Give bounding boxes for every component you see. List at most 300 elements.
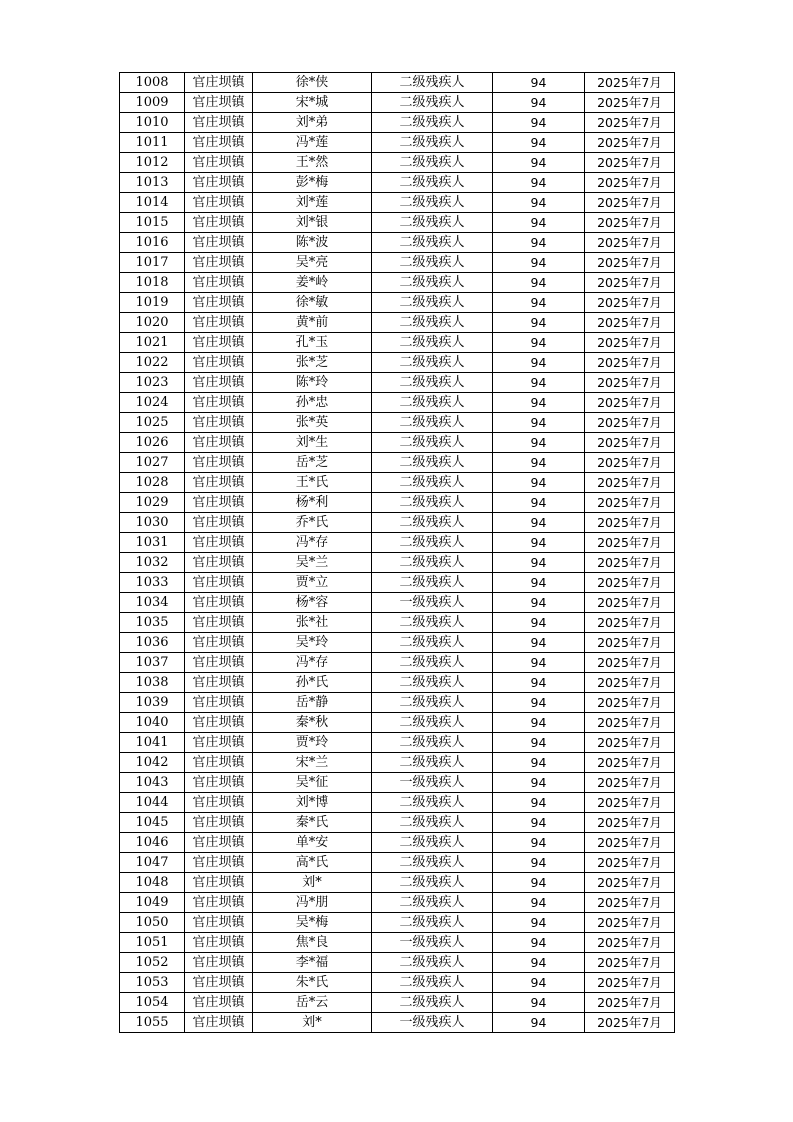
cell-amount: 94 xyxy=(493,373,585,393)
table-row xyxy=(120,553,675,573)
cell-amount: 94 xyxy=(493,793,585,813)
cell-serial-number: 1032 xyxy=(120,553,185,573)
cell-amount: 94 xyxy=(493,353,585,373)
cell-serial-number: 1046 xyxy=(120,833,185,853)
cell-pay-period: 2025年7月 xyxy=(585,433,675,453)
cell-person-name: 刘*博 xyxy=(253,793,372,813)
cell-person-name: 岳*云 xyxy=(253,993,372,1013)
table-row xyxy=(120,73,675,93)
cell-serial-number: 1015 xyxy=(120,213,185,233)
cell-amount: 94 xyxy=(493,713,585,733)
cell-disability-level: 二级残疾人 xyxy=(372,893,493,913)
cell-person-name: 吴*征 xyxy=(253,773,372,793)
table-row xyxy=(120,93,675,113)
table-row xyxy=(120,713,675,733)
cell-serial-number: 1031 xyxy=(120,533,185,553)
table-row xyxy=(120,853,675,873)
cell-amount: 94 xyxy=(493,873,585,893)
cell-amount: 94 xyxy=(493,813,585,833)
table-row xyxy=(120,493,675,513)
cell-disability-level: 一级残疾人 xyxy=(372,593,493,613)
cell-amount: 94 xyxy=(493,453,585,473)
cell-disability-level: 二级残疾人 xyxy=(372,793,493,813)
cell-disability-level: 二级残疾人 xyxy=(372,153,493,173)
cell-serial-number: 1020 xyxy=(120,313,185,333)
cell-amount: 94 xyxy=(493,533,585,553)
cell-person-name: 乔*氏 xyxy=(253,513,372,533)
cell-amount: 94 xyxy=(493,313,585,333)
cell-amount: 94 xyxy=(493,213,585,233)
cell-pay-period: 2025年7月 xyxy=(585,633,675,653)
cell-town: 官庄坝镇 xyxy=(185,73,253,93)
cell-town: 官庄坝镇 xyxy=(185,953,253,973)
cell-disability-level: 二级残疾人 xyxy=(372,753,493,773)
cell-disability-level: 二级残疾人 xyxy=(372,193,493,213)
cell-disability-level: 二级残疾人 xyxy=(372,393,493,413)
cell-serial-number: 1054 xyxy=(120,993,185,1013)
cell-disability-level: 二级残疾人 xyxy=(372,613,493,633)
table-row xyxy=(120,913,675,933)
table-row xyxy=(120,513,675,533)
table-row xyxy=(120,293,675,313)
cell-person-name: 贾*立 xyxy=(253,573,372,593)
cell-pay-period: 2025年7月 xyxy=(585,953,675,973)
cell-person-name: 秦*氏 xyxy=(253,813,372,833)
table-row xyxy=(120,313,675,333)
cell-serial-number: 1021 xyxy=(120,333,185,353)
cell-serial-number: 1043 xyxy=(120,773,185,793)
cell-disability-level: 二级残疾人 xyxy=(372,233,493,253)
cell-amount: 94 xyxy=(493,113,585,133)
cell-town: 官庄坝镇 xyxy=(185,653,253,673)
cell-serial-number: 1018 xyxy=(120,273,185,293)
table-row xyxy=(120,593,675,613)
cell-amount: 94 xyxy=(493,733,585,753)
subsidy-table-body xyxy=(120,73,675,1033)
cell-town: 官庄坝镇 xyxy=(185,533,253,553)
cell-person-name: 王*氏 xyxy=(253,473,372,493)
cell-disability-level: 二级残疾人 xyxy=(372,293,493,313)
cell-disability-level: 二级残疾人 xyxy=(372,493,493,513)
cell-person-name: 李*福 xyxy=(253,953,372,973)
cell-disability-level: 二级残疾人 xyxy=(372,953,493,973)
cell-town: 官庄坝镇 xyxy=(185,373,253,393)
cell-pay-period: 2025年7月 xyxy=(585,313,675,333)
table-row xyxy=(120,633,675,653)
table-row xyxy=(120,873,675,893)
cell-pay-period: 2025年7月 xyxy=(585,513,675,533)
cell-disability-level: 二级残疾人 xyxy=(372,873,493,893)
table-row xyxy=(120,833,675,853)
cell-person-name: 吴*玲 xyxy=(253,633,372,653)
cell-serial-number: 1013 xyxy=(120,173,185,193)
cell-town: 官庄坝镇 xyxy=(185,593,253,613)
cell-pay-period: 2025年7月 xyxy=(585,253,675,273)
cell-person-name: 岳*芝 xyxy=(253,453,372,473)
cell-person-name: 冯*存 xyxy=(253,653,372,673)
cell-amount: 94 xyxy=(493,93,585,113)
cell-town: 官庄坝镇 xyxy=(185,813,253,833)
cell-pay-period: 2025年7月 xyxy=(585,273,675,293)
cell-serial-number: 1016 xyxy=(120,233,185,253)
table-row xyxy=(120,573,675,593)
cell-pay-period: 2025年7月 xyxy=(585,673,675,693)
cell-serial-number: 1024 xyxy=(120,393,185,413)
cell-disability-level: 二级残疾人 xyxy=(372,73,493,93)
cell-town: 官庄坝镇 xyxy=(185,973,253,993)
cell-amount: 94 xyxy=(493,73,585,93)
cell-serial-number: 1025 xyxy=(120,413,185,433)
cell-disability-level: 二级残疾人 xyxy=(372,93,493,113)
table-row xyxy=(120,733,675,753)
cell-person-name: 杨*容 xyxy=(253,593,372,613)
cell-town: 官庄坝镇 xyxy=(185,333,253,353)
table-row xyxy=(120,133,675,153)
cell-pay-period: 2025年7月 xyxy=(585,413,675,433)
cell-person-name: 朱*氏 xyxy=(253,973,372,993)
cell-pay-period: 2025年7月 xyxy=(585,193,675,213)
table-row xyxy=(120,353,675,373)
cell-person-name: 刘*弟 xyxy=(253,113,372,133)
cell-town: 官庄坝镇 xyxy=(185,913,253,933)
cell-pay-period: 2025年7月 xyxy=(585,593,675,613)
cell-person-name: 冯*莲 xyxy=(253,133,372,153)
cell-serial-number: 1030 xyxy=(120,513,185,533)
cell-person-name: 黄*前 xyxy=(253,313,372,333)
cell-pay-period: 2025年7月 xyxy=(585,913,675,933)
cell-person-name: 岳*静 xyxy=(253,693,372,713)
cell-pay-period: 2025年7月 xyxy=(585,393,675,413)
cell-disability-level: 二级残疾人 xyxy=(372,573,493,593)
cell-pay-period: 2025年7月 xyxy=(585,693,675,713)
cell-serial-number: 1033 xyxy=(120,573,185,593)
table-row xyxy=(120,533,675,553)
cell-town: 官庄坝镇 xyxy=(185,933,253,953)
cell-pay-period: 2025年7月 xyxy=(585,373,675,393)
cell-serial-number: 1040 xyxy=(120,713,185,733)
cell-pay-period: 2025年7月 xyxy=(585,573,675,593)
cell-pay-period: 2025年7月 xyxy=(585,1013,675,1033)
cell-town: 官庄坝镇 xyxy=(185,853,253,873)
cell-town: 官庄坝镇 xyxy=(185,793,253,813)
cell-pay-period: 2025年7月 xyxy=(585,733,675,753)
cell-amount: 94 xyxy=(493,833,585,853)
table-row xyxy=(120,153,675,173)
cell-person-name: 刘*莲 xyxy=(253,193,372,213)
cell-pay-period: 2025年7月 xyxy=(585,333,675,353)
table-row xyxy=(120,433,675,453)
table-row xyxy=(120,813,675,833)
cell-serial-number: 1009 xyxy=(120,93,185,113)
cell-serial-number: 1017 xyxy=(120,253,185,273)
cell-person-name: 冯*朋 xyxy=(253,893,372,913)
cell-serial-number: 1014 xyxy=(120,193,185,213)
cell-amount: 94 xyxy=(493,933,585,953)
cell-disability-level: 二级残疾人 xyxy=(372,653,493,673)
cell-amount: 94 xyxy=(493,393,585,413)
cell-person-name: 姜*岭 xyxy=(253,273,372,293)
cell-disability-level: 二级残疾人 xyxy=(372,433,493,453)
cell-amount: 94 xyxy=(493,413,585,433)
cell-pay-period: 2025年7月 xyxy=(585,153,675,173)
cell-disability-level: 二级残疾人 xyxy=(372,853,493,873)
cell-pay-period: 2025年7月 xyxy=(585,973,675,993)
cell-disability-level: 二级残疾人 xyxy=(372,273,493,293)
cell-town: 官庄坝镇 xyxy=(185,113,253,133)
cell-amount: 94 xyxy=(493,673,585,693)
cell-person-name: 刘* xyxy=(253,1013,372,1033)
cell-amount: 94 xyxy=(493,233,585,253)
cell-serial-number: 1044 xyxy=(120,793,185,813)
cell-pay-period: 2025年7月 xyxy=(585,73,675,93)
cell-serial-number: 1028 xyxy=(120,473,185,493)
cell-serial-number: 1035 xyxy=(120,613,185,633)
cell-pay-period: 2025年7月 xyxy=(585,133,675,153)
cell-person-name: 吴*亮 xyxy=(253,253,372,273)
cell-person-name: 王*然 xyxy=(253,153,372,173)
cell-serial-number: 1011 xyxy=(120,133,185,153)
cell-pay-period: 2025年7月 xyxy=(585,813,675,833)
cell-amount: 94 xyxy=(493,633,585,653)
cell-town: 官庄坝镇 xyxy=(185,273,253,293)
cell-town: 官庄坝镇 xyxy=(185,233,253,253)
cell-pay-period: 2025年7月 xyxy=(585,893,675,913)
cell-person-name: 焦*良 xyxy=(253,933,372,953)
cell-disability-level: 二级残疾人 xyxy=(372,833,493,853)
cell-serial-number: 1008 xyxy=(120,73,185,93)
table-row xyxy=(120,693,675,713)
cell-amount: 94 xyxy=(493,573,585,593)
cell-person-name: 高*氏 xyxy=(253,853,372,873)
cell-amount: 94 xyxy=(493,333,585,353)
cell-person-name: 孙*氏 xyxy=(253,673,372,693)
cell-amount: 94 xyxy=(493,773,585,793)
cell-serial-number: 1027 xyxy=(120,453,185,473)
table-row xyxy=(120,173,675,193)
cell-amount: 94 xyxy=(493,553,585,573)
cell-amount: 94 xyxy=(493,613,585,633)
cell-amount: 94 xyxy=(493,133,585,153)
cell-amount: 94 xyxy=(493,473,585,493)
cell-pay-period: 2025年7月 xyxy=(585,213,675,233)
cell-serial-number: 1045 xyxy=(120,813,185,833)
cell-town: 官庄坝镇 xyxy=(185,173,253,193)
cell-town: 官庄坝镇 xyxy=(185,1013,253,1033)
cell-person-name: 宋*兰 xyxy=(253,753,372,773)
cell-town: 官庄坝镇 xyxy=(185,193,253,213)
cell-person-name: 杨*利 xyxy=(253,493,372,513)
cell-amount: 94 xyxy=(493,253,585,273)
cell-pay-period: 2025年7月 xyxy=(585,613,675,633)
cell-amount: 94 xyxy=(493,853,585,873)
cell-town: 官庄坝镇 xyxy=(185,293,253,313)
cell-serial-number: 1050 xyxy=(120,913,185,933)
cell-disability-level: 二级残疾人 xyxy=(372,693,493,713)
cell-pay-period: 2025年7月 xyxy=(585,473,675,493)
cell-pay-period: 2025年7月 xyxy=(585,553,675,573)
cell-serial-number: 1019 xyxy=(120,293,185,313)
cell-serial-number: 1036 xyxy=(120,633,185,653)
cell-serial-number: 1026 xyxy=(120,433,185,453)
table-row xyxy=(120,253,675,273)
cell-disability-level: 二级残疾人 xyxy=(372,713,493,733)
cell-amount: 94 xyxy=(493,273,585,293)
cell-person-name: 刘* xyxy=(253,873,372,893)
cell-town: 官庄坝镇 xyxy=(185,213,253,233)
cell-disability-level: 二级残疾人 xyxy=(372,733,493,753)
cell-pay-period: 2025年7月 xyxy=(585,453,675,473)
cell-amount: 94 xyxy=(493,193,585,213)
cell-serial-number: 1034 xyxy=(120,593,185,613)
cell-pay-period: 2025年7月 xyxy=(585,993,675,1013)
table-row xyxy=(120,653,675,673)
table-row xyxy=(120,973,675,993)
cell-person-name: 孔*玉 xyxy=(253,333,372,353)
cell-pay-period: 2025年7月 xyxy=(585,833,675,853)
cell-serial-number: 1038 xyxy=(120,673,185,693)
cell-disability-level: 二级残疾人 xyxy=(372,533,493,553)
cell-disability-level: 二级残疾人 xyxy=(372,333,493,353)
cell-person-name: 徐*侠 xyxy=(253,73,372,93)
table-row xyxy=(120,953,675,973)
cell-disability-level: 二级残疾人 xyxy=(372,413,493,433)
cell-serial-number: 1055 xyxy=(120,1013,185,1033)
cell-disability-level: 二级残疾人 xyxy=(372,213,493,233)
cell-amount: 94 xyxy=(493,153,585,173)
table-row xyxy=(120,233,675,253)
cell-serial-number: 1049 xyxy=(120,893,185,913)
cell-town: 官庄坝镇 xyxy=(185,253,253,273)
cell-amount: 94 xyxy=(493,993,585,1013)
cell-person-name: 宋*城 xyxy=(253,93,372,113)
table-row xyxy=(120,113,675,133)
table-row xyxy=(120,333,675,353)
cell-town: 官庄坝镇 xyxy=(185,893,253,913)
cell-pay-period: 2025年7月 xyxy=(585,173,675,193)
cell-amount: 94 xyxy=(493,693,585,713)
cell-serial-number: 1051 xyxy=(120,933,185,953)
cell-person-name: 张*社 xyxy=(253,613,372,633)
cell-disability-level: 二级残疾人 xyxy=(372,513,493,533)
subsidy-table xyxy=(119,72,675,1033)
table-row xyxy=(120,373,675,393)
table-row xyxy=(120,673,675,693)
cell-serial-number: 1010 xyxy=(120,113,185,133)
table-row xyxy=(120,773,675,793)
cell-pay-period: 2025年7月 xyxy=(585,113,675,133)
cell-town: 官庄坝镇 xyxy=(185,473,253,493)
cell-pay-period: 2025年7月 xyxy=(585,773,675,793)
table-row xyxy=(120,193,675,213)
cell-serial-number: 1037 xyxy=(120,653,185,673)
table-row xyxy=(120,893,675,913)
cell-disability-level: 二级残疾人 xyxy=(372,553,493,573)
cell-disability-level: 二级残疾人 xyxy=(372,633,493,653)
cell-town: 官庄坝镇 xyxy=(185,93,253,113)
cell-serial-number: 1029 xyxy=(120,493,185,513)
cell-amount: 94 xyxy=(493,433,585,453)
cell-amount: 94 xyxy=(493,973,585,993)
cell-serial-number: 1053 xyxy=(120,973,185,993)
cell-town: 官庄坝镇 xyxy=(185,693,253,713)
cell-town: 官庄坝镇 xyxy=(185,553,253,573)
cell-serial-number: 1052 xyxy=(120,953,185,973)
cell-serial-number: 1041 xyxy=(120,733,185,753)
cell-pay-period: 2025年7月 xyxy=(585,93,675,113)
table-row xyxy=(120,393,675,413)
cell-pay-period: 2025年7月 xyxy=(585,353,675,373)
cell-town: 官庄坝镇 xyxy=(185,353,253,373)
cell-serial-number: 1023 xyxy=(120,373,185,393)
table-row xyxy=(120,793,675,813)
cell-town: 官庄坝镇 xyxy=(185,733,253,753)
cell-town: 官庄坝镇 xyxy=(185,493,253,513)
cell-town: 官庄坝镇 xyxy=(185,393,253,413)
cell-pay-period: 2025年7月 xyxy=(585,853,675,873)
cell-pay-period: 2025年7月 xyxy=(585,493,675,513)
cell-town: 官庄坝镇 xyxy=(185,433,253,453)
cell-town: 官庄坝镇 xyxy=(185,413,253,433)
cell-pay-period: 2025年7月 xyxy=(585,753,675,773)
cell-disability-level: 二级残疾人 xyxy=(372,373,493,393)
cell-person-name: 单*安 xyxy=(253,833,372,853)
cell-disability-level: 一级残疾人 xyxy=(372,933,493,953)
table-row xyxy=(120,993,675,1013)
cell-pay-period: 2025年7月 xyxy=(585,793,675,813)
cell-disability-level: 二级残疾人 xyxy=(372,133,493,153)
cell-disability-level: 二级残疾人 xyxy=(372,173,493,193)
cell-amount: 94 xyxy=(493,953,585,973)
cell-pay-period: 2025年7月 xyxy=(585,653,675,673)
cell-person-name: 刘*银 xyxy=(253,213,372,233)
cell-town: 官庄坝镇 xyxy=(185,573,253,593)
table-row xyxy=(120,933,675,953)
cell-person-name: 刘*生 xyxy=(253,433,372,453)
cell-disability-level: 二级残疾人 xyxy=(372,113,493,133)
cell-person-name: 贾*玲 xyxy=(253,733,372,753)
cell-disability-level: 二级残疾人 xyxy=(372,353,493,373)
cell-amount: 94 xyxy=(493,293,585,313)
cell-town: 官庄坝镇 xyxy=(185,633,253,653)
table-row xyxy=(120,213,675,233)
cell-amount: 94 xyxy=(493,173,585,193)
cell-disability-level: 二级残疾人 xyxy=(372,453,493,473)
table-row xyxy=(120,1013,675,1033)
cell-pay-period: 2025年7月 xyxy=(585,533,675,553)
cell-pay-period: 2025年7月 xyxy=(585,713,675,733)
cell-town: 官庄坝镇 xyxy=(185,833,253,853)
cell-person-name: 吴*梅 xyxy=(253,913,372,933)
cell-disability-level: 二级残疾人 xyxy=(372,973,493,993)
cell-disability-level: 二级残疾人 xyxy=(372,473,493,493)
cell-person-name: 张*芝 xyxy=(253,353,372,373)
cell-amount: 94 xyxy=(493,913,585,933)
cell-town: 官庄坝镇 xyxy=(185,673,253,693)
table-row xyxy=(120,273,675,293)
cell-disability-level: 二级残疾人 xyxy=(372,313,493,333)
cell-disability-level: 二级残疾人 xyxy=(372,253,493,273)
cell-town: 官庄坝镇 xyxy=(185,513,253,533)
cell-disability-level: 一级残疾人 xyxy=(372,773,493,793)
cell-person-name: 孙*忠 xyxy=(253,393,372,413)
cell-pay-period: 2025年7月 xyxy=(585,873,675,893)
cell-pay-period: 2025年7月 xyxy=(585,293,675,313)
cell-person-name: 冯*存 xyxy=(253,533,372,553)
cell-person-name: 吴*兰 xyxy=(253,553,372,573)
cell-amount: 94 xyxy=(493,493,585,513)
cell-serial-number: 1048 xyxy=(120,873,185,893)
cell-disability-level: 一级残疾人 xyxy=(372,1013,493,1033)
